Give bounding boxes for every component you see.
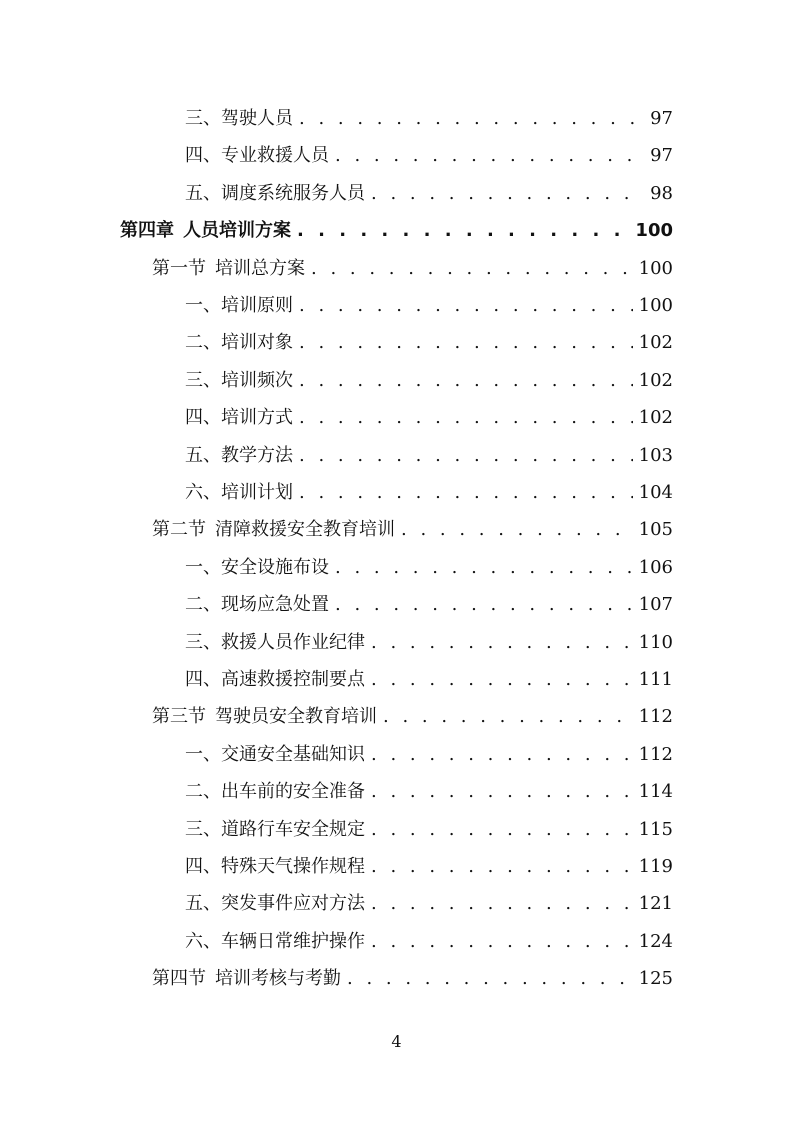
toc-page-number: 115 [638,818,673,840]
toc-entry-item[interactable] [185,399,673,436]
toc-entry-text: 驾驶员安全教育培训 [215,706,377,728]
toc-page-number: 100 [635,220,673,242]
toc-entry-title [185,885,365,922]
dot-leader [299,287,633,324]
dot-leader [371,923,633,960]
toc-entry-text: 安全设施布设 [221,556,329,578]
toc-page-number: 107 [638,594,673,616]
toc-entry-number: 一、 [185,295,221,316]
toc-entry-item[interactable] [185,362,673,399]
toc-page-number: 104 [638,482,673,503]
toc-page-number: 121 [638,893,673,915]
toc-page-number: 102 [638,369,673,391]
toc-entry-number: 五、 [185,182,221,204]
toc-entry-item[interactable] [185,549,673,586]
toc-entry-title [185,773,365,810]
toc-entry-item[interactable] [185,100,673,137]
toc-entry-number: 二、 [185,332,221,354]
toc-entry-number: 三、 [185,818,221,840]
dot-leader [371,175,643,212]
toc-entry-number: 四、 [185,407,221,429]
dot-leader [371,736,633,773]
toc-entry-number: 第四章 [120,220,174,242]
toc-page-number: 105 [638,519,673,541]
toc-page-number: 106 [638,556,673,578]
toc-entry-item[interactable] [185,773,673,810]
toc-entry-item[interactable] [185,923,673,960]
toc-page-number: 102 [638,407,673,429]
dot-leader [371,773,633,810]
toc-entry-title [185,736,365,773]
toc-entry-title [185,923,365,960]
toc-page-number: 103 [638,444,673,466]
toc-entry-number: 六、 [185,482,221,503]
toc-entry-title [152,511,395,548]
toc-entry-text: 人员培训方案 [183,220,291,242]
dot-leader [335,586,633,623]
toc-entry-item[interactable] [185,661,673,698]
toc-page-number: 97 [650,145,673,167]
toc-entry-item[interactable] [185,324,673,361]
toc-entry-text: 特殊天气操作规程 [221,856,365,877]
toc-entry-item[interactable] [185,811,673,848]
toc-entry-title [185,549,329,586]
toc-entry-number: 六、 [185,930,221,952]
toc-page-number: 97 [650,108,673,129]
toc-entry-title [185,100,293,137]
toc-entry-title [185,848,365,885]
toc-entry-number: 一、 [185,743,221,765]
toc-entry-text: 教学方法 [221,444,293,466]
toc-entry-item[interactable] [185,586,673,623]
toc-entry-text: 清障救援安全教育培训 [215,519,395,541]
toc-entry-text: 专业救援人员 [221,145,329,167]
toc-page-number: 112 [638,743,673,765]
toc-entry-title [185,287,293,324]
toc-entry-title [185,399,293,436]
toc-entry-text: 现场应急处置 [221,594,329,616]
dot-leader [335,137,643,174]
dot-leader [371,848,633,885]
toc-entry-number: 四、 [185,669,221,690]
toc-entry-title [152,960,341,997]
toc-entry-text: 调度系统服务人员 [221,182,365,204]
toc-entry-text: 培训频次 [221,369,293,391]
dot-leader [299,474,633,511]
toc-entry-title [152,250,305,287]
toc-entry-text: 驾驶人员 [221,108,293,129]
toc-entry-text: 培训对象 [221,332,293,354]
dot-leader [383,698,633,735]
toc-entry-title [120,212,291,249]
toc-page-number: 102 [638,332,673,354]
toc-entry-section[interactable] [152,511,673,548]
dot-leader [401,511,633,548]
dot-leader [299,437,633,474]
toc-entry-item[interactable] [185,137,673,174]
toc-entry-section[interactable] [152,250,673,287]
dot-leader [371,885,633,922]
toc-entry-title [185,811,365,848]
toc-entry-title [185,661,365,698]
toc-entry-item[interactable] [185,848,673,885]
toc-entry-text: 突发事件应对方法 [221,893,365,915]
toc-entry-text: 救援人员作业纪律 [221,631,365,653]
toc-entry-title [185,586,329,623]
toc-entry-text: 出车前的安全准备 [221,781,365,803]
toc-entry-number: 二、 [185,781,221,803]
dot-leader [347,960,633,997]
toc-entry-title [185,474,293,511]
toc-entry-title [185,362,293,399]
dot-leader [299,399,633,436]
toc-page-number: 100 [638,257,673,279]
toc-page-number: 110 [638,631,673,653]
toc-entry-text: 培训方式 [221,407,293,429]
toc-entry-item[interactable] [185,474,673,511]
toc-entry-text: 交通安全基础知识 [221,743,365,765]
toc-entry-text: 培训计划 [221,482,293,503]
toc-entry-number: 第一节 [152,257,206,279]
toc-entry-title [185,324,293,361]
toc-entry-text: 培训考核与考勤 [215,968,341,990]
toc-entry-number: 四、 [185,856,221,877]
toc-entry-text: 高速救援控制要点 [221,669,365,690]
toc-entry-item[interactable] [185,437,673,474]
dot-leader [311,250,633,287]
toc-entry-number: 第三节 [152,706,206,728]
toc-entry-chapter[interactable] [120,212,673,249]
toc-entry-item[interactable] [185,287,673,324]
toc-entry-item[interactable] [185,885,673,922]
toc-page-number: 111 [638,669,673,690]
toc-entry-number: 一、 [185,556,221,578]
dot-leader [371,624,633,661]
toc-entry-text: 车辆日常维护操作 [221,930,365,952]
toc-entry-number: 第二节 [152,519,206,541]
toc-entry-title [185,437,293,474]
toc-entry-number: 四、 [185,145,221,167]
toc-entry-item[interactable] [185,175,673,212]
toc-entry-text: 培训原则 [221,295,293,316]
toc-entry-number: 三、 [185,108,221,129]
toc-entry-item[interactable] [185,624,673,661]
dot-leader [299,362,633,399]
toc-page-number: 98 [650,182,673,204]
toc-page-number: 112 [638,706,673,728]
toc-page-number: 114 [638,781,673,803]
dot-leader [297,212,629,249]
toc-entry-number: 五、 [185,893,221,915]
dot-leader [299,100,643,137]
toc-entry-title [185,624,365,661]
toc-entry-title [152,698,377,735]
toc-entry-number: 三、 [185,369,221,391]
toc-entry-title [185,137,329,174]
dot-leader [371,661,633,698]
toc-entry-title [185,175,365,212]
toc-entry-section[interactable] [152,698,673,735]
toc-page-number: 119 [638,856,673,877]
toc-entry-number: 五、 [185,444,221,466]
dot-leader [335,549,633,586]
dot-leader [371,811,633,848]
toc-entry-number: 二、 [185,594,221,616]
toc-entry-item[interactable] [185,736,673,773]
page-number: 4 [391,1032,402,1051]
toc-entry-section[interactable] [152,960,673,997]
toc-entry-text: 道路行车安全规定 [221,818,365,840]
toc-page-number: 124 [638,930,673,952]
toc-page-number: 100 [638,295,673,316]
dot-leader [299,324,633,361]
toc-entry-number: 三、 [185,631,221,653]
toc-page-number: 125 [638,968,673,990]
toc-entry-text: 培训总方案 [215,257,305,279]
toc-entry-number: 第四节 [152,968,206,990]
